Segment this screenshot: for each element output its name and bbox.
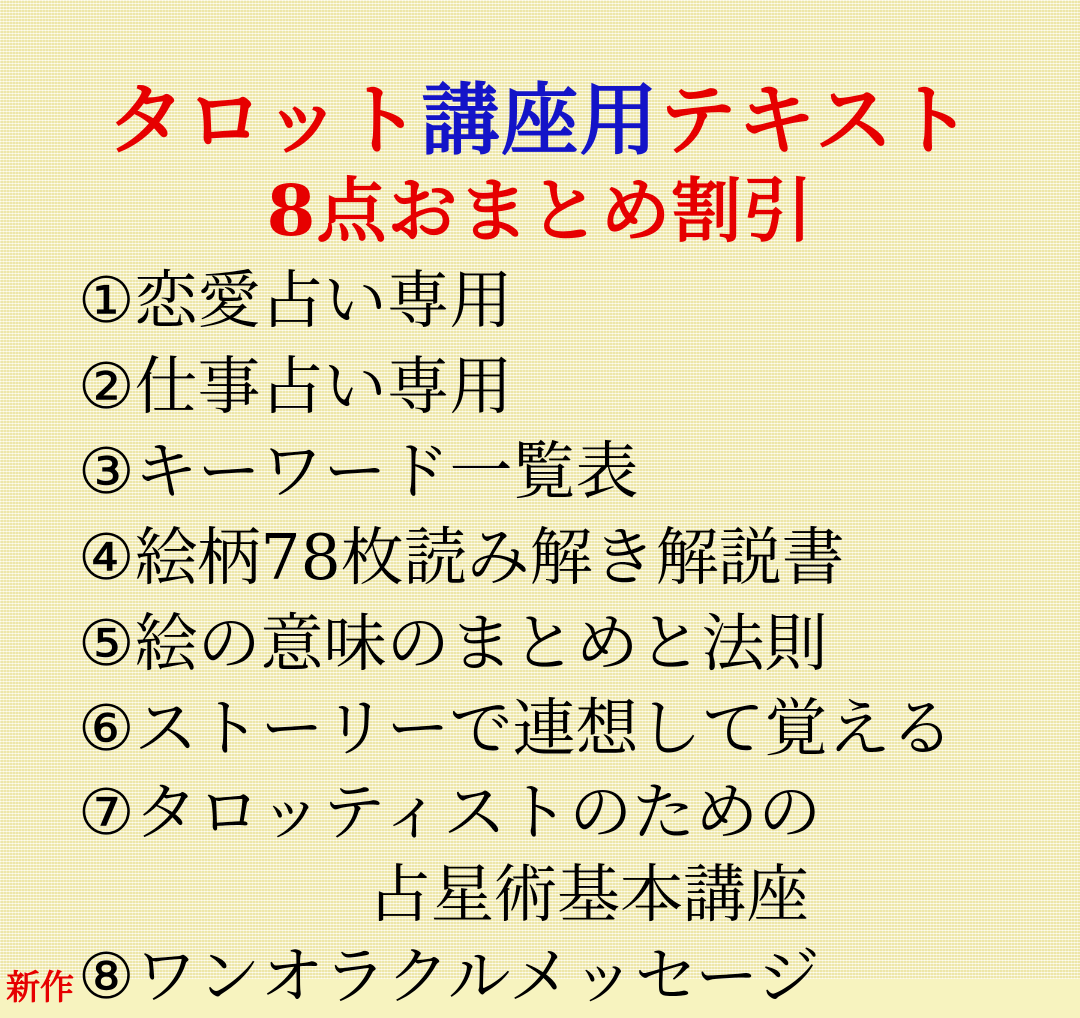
list-item-label: 絵の意味のまとめと法則	[134, 606, 828, 680]
headline-line-1-part-1: タロット	[107, 75, 422, 166]
list-item-number: ⑥	[78, 692, 135, 766]
headline-line-1	[0, 75, 1080, 166]
list-item	[78, 344, 1060, 430]
list-item-continuation: 占星術基本講座	[368, 857, 809, 931]
list-item-label: ワンオラクルメッセージ	[134, 939, 820, 1013]
item-list	[6, 258, 1060, 1018]
list-item-number: ⑧	[78, 939, 135, 1013]
list-item	[78, 601, 1060, 687]
list-item	[78, 429, 1060, 515]
list-item-label: 恋愛占い専用	[134, 264, 513, 337]
list-item-number: ⑦	[78, 776, 135, 850]
list-item-number: ④	[78, 521, 135, 595]
headline-line-1-part-3: テキスト	[658, 75, 973, 166]
list-item-label: キーワード一覧表	[134, 435, 639, 509]
list-item-label: 絵柄78枚読み解き解説書	[134, 521, 845, 595]
list-item-label: タロッティストのための	[134, 776, 822, 850]
list-item-number: ⑤	[78, 606, 135, 680]
new-badge: 新作	[6, 967, 74, 1008]
list-item-number: ③	[78, 435, 135, 509]
list-item-label: ストーリーで連想して覚える	[134, 692, 954, 766]
list-item	[78, 515, 1060, 601]
list-item	[6, 936, 1060, 1018]
headline-line-1-part-2: 講座用	[421, 75, 659, 166]
list-item	[78, 686, 1060, 772]
headline-line-2: 8点おまとめ割引	[266, 169, 814, 252]
list-item	[78, 772, 1060, 854]
list-item	[78, 258, 1060, 344]
list-item-number: ②	[78, 349, 135, 423]
list-item-label: 仕事占い専用	[134, 349, 513, 423]
list-item-number: ①	[78, 264, 135, 337]
